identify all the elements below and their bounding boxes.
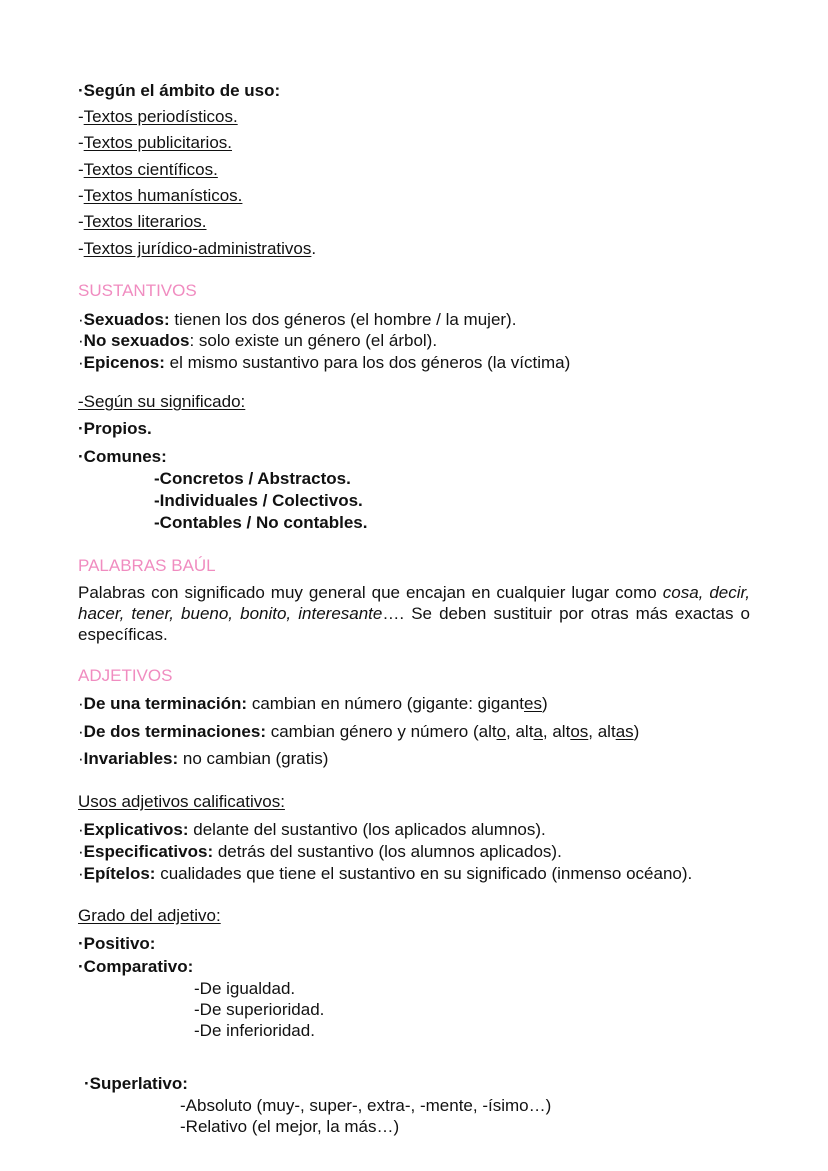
section-title-palabras-baul: PALABRAS BAÚL <box>78 556 216 575</box>
list-item: -Textos humanísticos. <box>78 186 243 205</box>
list-item: ·Sexuados: tienen los dos géneros (el hombre / la mujer). <box>78 310 517 329</box>
list-item: ·Invariables: no cambian (gratis) <box>78 749 329 768</box>
list-item: ·Positivo: <box>78 934 156 953</box>
list-item: -Absoluto (muy-, super-, extra-, -mente, -ísimo…) <box>180 1096 552 1115</box>
list-item: ·Especificativos: detrás del sustantivo (los alumnos aplicados). <box>78 842 562 861</box>
list-item: ·Explicativos: delante del sustantivo (los aplicados alumnos). <box>78 820 546 839</box>
list-item: -Individuales / Colectivos. <box>154 491 363 510</box>
list-item: ·Comunes: <box>78 447 167 466</box>
subheading-significado: -Según su significado: <box>78 392 246 411</box>
list-item: -De inferioridad. <box>194 1021 315 1040</box>
list-item: -Textos jurídico-administrativos. <box>78 239 317 258</box>
list-item: -Textos periodísticos. <box>78 107 238 126</box>
subheading-grado: Grado del adjetivo: <box>78 906 221 925</box>
list-item: ·Epítelos: cualidades que tiene el sustantivo en su significado (inmenso océano). <box>78 864 693 883</box>
list-item: -Relativo (el mejor, la más…) <box>180 1117 400 1136</box>
list-item: ·Comparativo: <box>78 957 194 976</box>
list-item: ·Epicenos: el mismo sustantivo para los dos géneros (la víctima) <box>78 353 571 372</box>
list-item: -Textos publicitarios. <box>78 133 233 152</box>
section-title-sustantivos: SUSTANTIVOS <box>78 281 197 300</box>
list-item: ·De dos terminaciones: cambian género y número (alto, alta, altos, altas) <box>78 722 640 741</box>
list-item: -Contables / No contables. <box>154 513 368 532</box>
list-item: ·Superlativo: <box>84 1074 188 1093</box>
list-item: -Textos literarios. <box>78 212 207 231</box>
list-item: ·De una terminación: cambian en número (gigante: gigantes) <box>78 694 548 713</box>
paragraph-palabras-baul: Palabras con significado muy general que encajan en cualquier lugar como cosa, decir, hacer, tener, bueno, bonito, interesante…. Se deben sustituir por otras más exactas o específicas. <box>78 583 750 644</box>
section-title-adjetivos: ADJETIVOS <box>78 666 173 685</box>
list-item: -Textos científicos. <box>78 160 218 179</box>
list-item: -Concretos / Abstractos. <box>154 469 351 488</box>
list-item: -De igualdad. <box>194 979 296 998</box>
subheading-usos: Usos adjetivos calificativos: <box>78 792 285 811</box>
list-item: ·No sexuados: solo existe un género (el árbol). <box>78 331 438 350</box>
ambito-heading: ·Según el ámbito de uso: <box>78 81 281 100</box>
list-item: -De superioridad. <box>194 1000 325 1019</box>
list-item: ·Propios. <box>78 419 152 438</box>
